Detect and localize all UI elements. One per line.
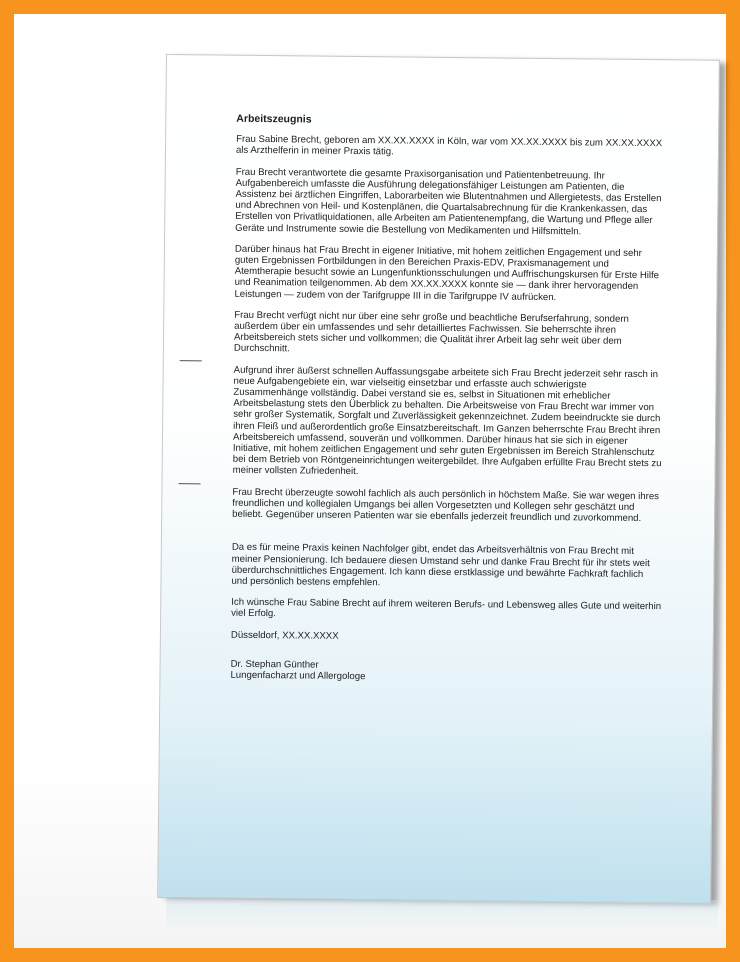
signer-title: Lungenfacharzt und Allergologe xyxy=(230,669,366,683)
paragraph-responsibilities: Frau Brecht verantwortete die gesamte Praxisorganisation und Patientenbetreuung. Ihr Aufgabenbereich umfasste die Ausführung delegationsfähiger Leistungen am Patienten, die Assistenz bei ärztlichen Eingriffen, Laborarbeiten wie Blutentnahmen und Allergietests, das Erstellen und Abrechnen von Heil- und Kostenplänen, die Quartalsabrechnung für die Krankenkassen, das Erstellen von Privatliquidationen, alle Arbeiten am Patientenempfang, die Wartung und Pflege aller Geräte und Instrumente sowie die Bestellung von Medikamenten und Hilfsmitteln. xyxy=(235,166,662,237)
place-date: Düsseldorf, XX.XX.XXXX xyxy=(230,629,339,642)
paragraph-employment: Frau Sabine Brecht, geboren am XX.XX.XXXX in Köln, war vom XX.XX.XXXX bis zum XX.XX.XXXX als Arzthelferin in meiner Praxis tätig. xyxy=(235,133,663,158)
paragraph-training: Darüber hinaus hat Frau Brecht in eigener Initiative, mit hohem zeitlichen Engagement und sehr guten Ergebnissen Fortbildungen in den Bereichen Praxis-EDV, Praxismanagement und Atemtherapie besucht sowie an Lungenfunktionsschulungen und Auffrischungskursen für Erste Hilfe und Reanimation teilgenommen. Ab dem XX.XX.XXXX konnte sie — dank ihrer hervoragenden Leistungen — zudem von der Tarifgruppe III in die Tarifgruppe IV aufrücken. xyxy=(234,243,660,303)
paragraph-expertise: Frau Brecht verfügt nicht nur über eine sehr große und beachtliche Berufserfahrung, sondern außerdem über ein umfassendes und sehr detailliertes Fachwissen. Sie beherrschte ihren Arbeitsbereich stets sicher und vollkommen; die Qualität ihrer Arbeit lag sehr weit über dem Durchschnitt. xyxy=(233,309,629,355)
punch-mark xyxy=(178,483,200,484)
document-page xyxy=(157,54,720,904)
paragraph-wishes: Ich wünsche Frau Sabine Brecht auf ihrem weiteren Berufs- und Lebensweg alles Gute und weiterhin viel Erfolg. xyxy=(231,596,662,620)
page-reflection xyxy=(165,900,718,934)
document-title: Arbeitszeugnis xyxy=(236,112,312,126)
paragraph-termination: Da es für meine Praxis keinen Nachfolger gibt, endet das Arbeitsverhältnis von Frau Brecht mit meiner Pensionierung. Ich bedauere diesen Umstand sehr und danke Frau Brecht für ihr stets weit überdurchschnittliches Engagement. Ich kann diese erstklassige und bewährte Fachkraft fachlich und persönlich bestens empfehlen. xyxy=(231,542,650,589)
paragraph-performance: Aufgrund ihrer äußerst schnellen Auffassungsgabe arbeitete sich Frau Brecht jederzeit sehr rasch in neue Aufgabengebiete ein, war vielseitig einsetzbar und erfasste auch schwierigste Zusammenhänge vollständig. Dabei verstand sie es, selbst in Situationen mit erheblicher Arbeitsbelastung stets den Überblick zu behalten. Die Arbeitsweise von Frau Brecht war immer von sehr großer Systematik, Sorgfalt und Zuverlässigkeit gekennzeichnet. Zudem beeindruckte sie durch ihren Fleiß und außerordentlich große Einsatzbereitschaft. Im Ganzen beherrschte Frau Brecht ihren Arbeitsbereich umfassend, souverän und vollkommen. Darüber hinaus hat sie sich in eigener Initiative, mit hohem zeitlichen Engagement und sehr guten Ergebnissen im Bereich Strahlenschutz bei dem Betrieb von Röntgeneinrichtungen weitergebildet. Ihre Aufgaben erfüllte Frau Brecht stets zu meiner vollsten Zufriedenheit. xyxy=(232,364,662,478)
fold-mark-top xyxy=(180,360,202,361)
signature-block xyxy=(230,658,660,685)
paragraph-conduct: Frau Brecht überzeugte sowohl fachlich als auch persönlich in höchstem Maße. Sie war wegen ihres freundlichen und kollegialen Umgangs bei allen Vorgesetzten und Kollegen sehr geschätzt und beliebt. Gegenüber unseren Patienten war sie ebenfalls jederzeit freundlich und zuvorkommend. xyxy=(232,486,660,525)
signer-name: Dr. Stephan Günther xyxy=(230,658,319,671)
document-body xyxy=(230,114,666,686)
